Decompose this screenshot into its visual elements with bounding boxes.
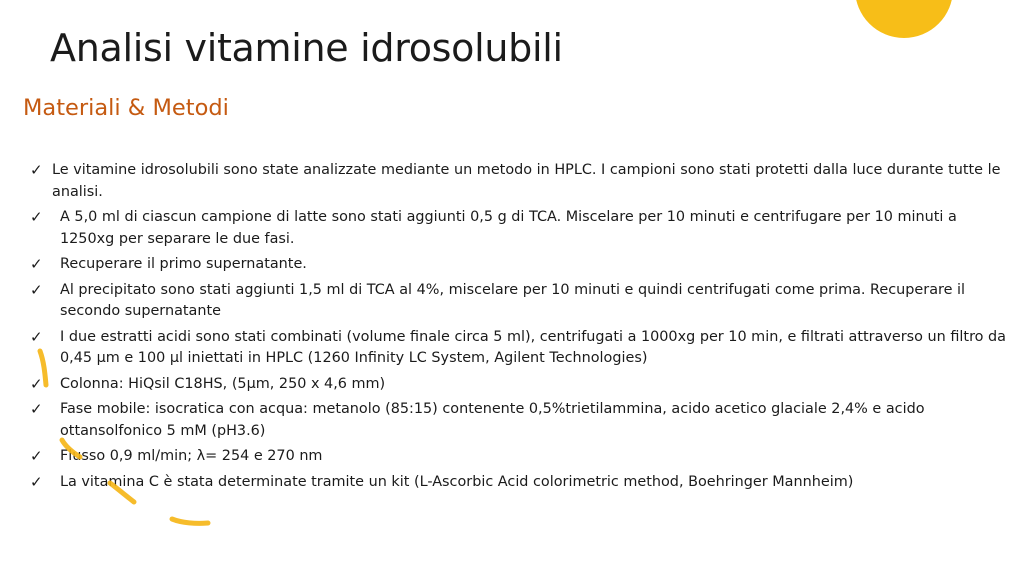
bullet-list <box>30 160 1015 497</box>
highlighter-stroke <box>172 519 208 523</box>
check-icon: ✓ <box>30 255 43 273</box>
bullet-item-6 <box>30 374 1015 396</box>
bullet-text: La vitamina C è stata determinate tramite un kit (L-Ascorbic Acid colorimetric method, Boehringer Mannheim) <box>60 473 854 490</box>
bullet-item-5 <box>30 327 1015 370</box>
bullet-text: I due estratti acidi sono stati combinati (volume finale circa 5 ml), centrifugati a 1000xg per 10 min, e filtrati attraverso un filtro da 0,45 µm e 100 µl iniettati in HPLC (1260 Infinity LC System, Agilent Technologies) <box>60 328 1007 366</box>
check-icon: ✓ <box>30 400 43 418</box>
check-icon: ✓ <box>30 208 43 226</box>
bullet-text: Colonna: HiQsil C18HS, (5µm, 250 x 4,6 mm) <box>60 375 386 392</box>
bullet-text: A 5,0 ml di ciascun campione di latte sono stati aggiunti 0,5 g di TCA. Miscelare per 10 minuti e centrifugare per 10 minuti a 1250xg per separare le due fasi. <box>60 209 957 247</box>
bullet-item-1 <box>30 160 1015 203</box>
bullet-item-8 <box>30 446 1015 468</box>
check-icon: ✓ <box>30 280 43 299</box>
slide-subtitle: Materiali & Metodi <box>23 95 229 121</box>
bullet-item-3 <box>30 254 1015 276</box>
bullet-item-7 <box>30 399 1015 442</box>
check-icon: ✓ <box>30 472 43 491</box>
check-icon: ✓ <box>30 327 43 346</box>
bullet-text: Al precipitato sono stati aggiunti 1,5 ml di TCA al 4%, miscelare per 10 minuti e quindi centrifugati come prima. Recuperare il secondo supernatante <box>60 281 966 319</box>
bullet-text: Flusso 0,9 ml/min; λ= 254 e 270 nm <box>60 448 323 464</box>
bullet-text: Fase mobile: isocratica con acqua: metanolo (85:15) contenente 0,5%trietilammina, acido acetico glaciale 2,4% e acido ottansolfonico 5 mM (pH3.6) <box>60 401 925 439</box>
slide-title: Analisi vitamine idrosolubili <box>50 26 563 70</box>
bullet-text: Le vitamine idrosolubili sono state analizzate mediante un metodo in HPLC. I campioni sono stati protetti dalla luce durante tutte le analisi. <box>52 162 1001 200</box>
check-icon: ✓ <box>30 161 43 179</box>
bullet-item-9 <box>30 472 1015 494</box>
bullet-text: Recuperare il primo supernatante. <box>60 256 307 272</box>
bullet-item-2 <box>30 207 1015 250</box>
check-icon: ✓ <box>30 447 43 465</box>
decorative-circle <box>855 0 953 38</box>
check-icon: ✓ <box>30 374 43 393</box>
bullet-item-4 <box>30 280 1015 323</box>
